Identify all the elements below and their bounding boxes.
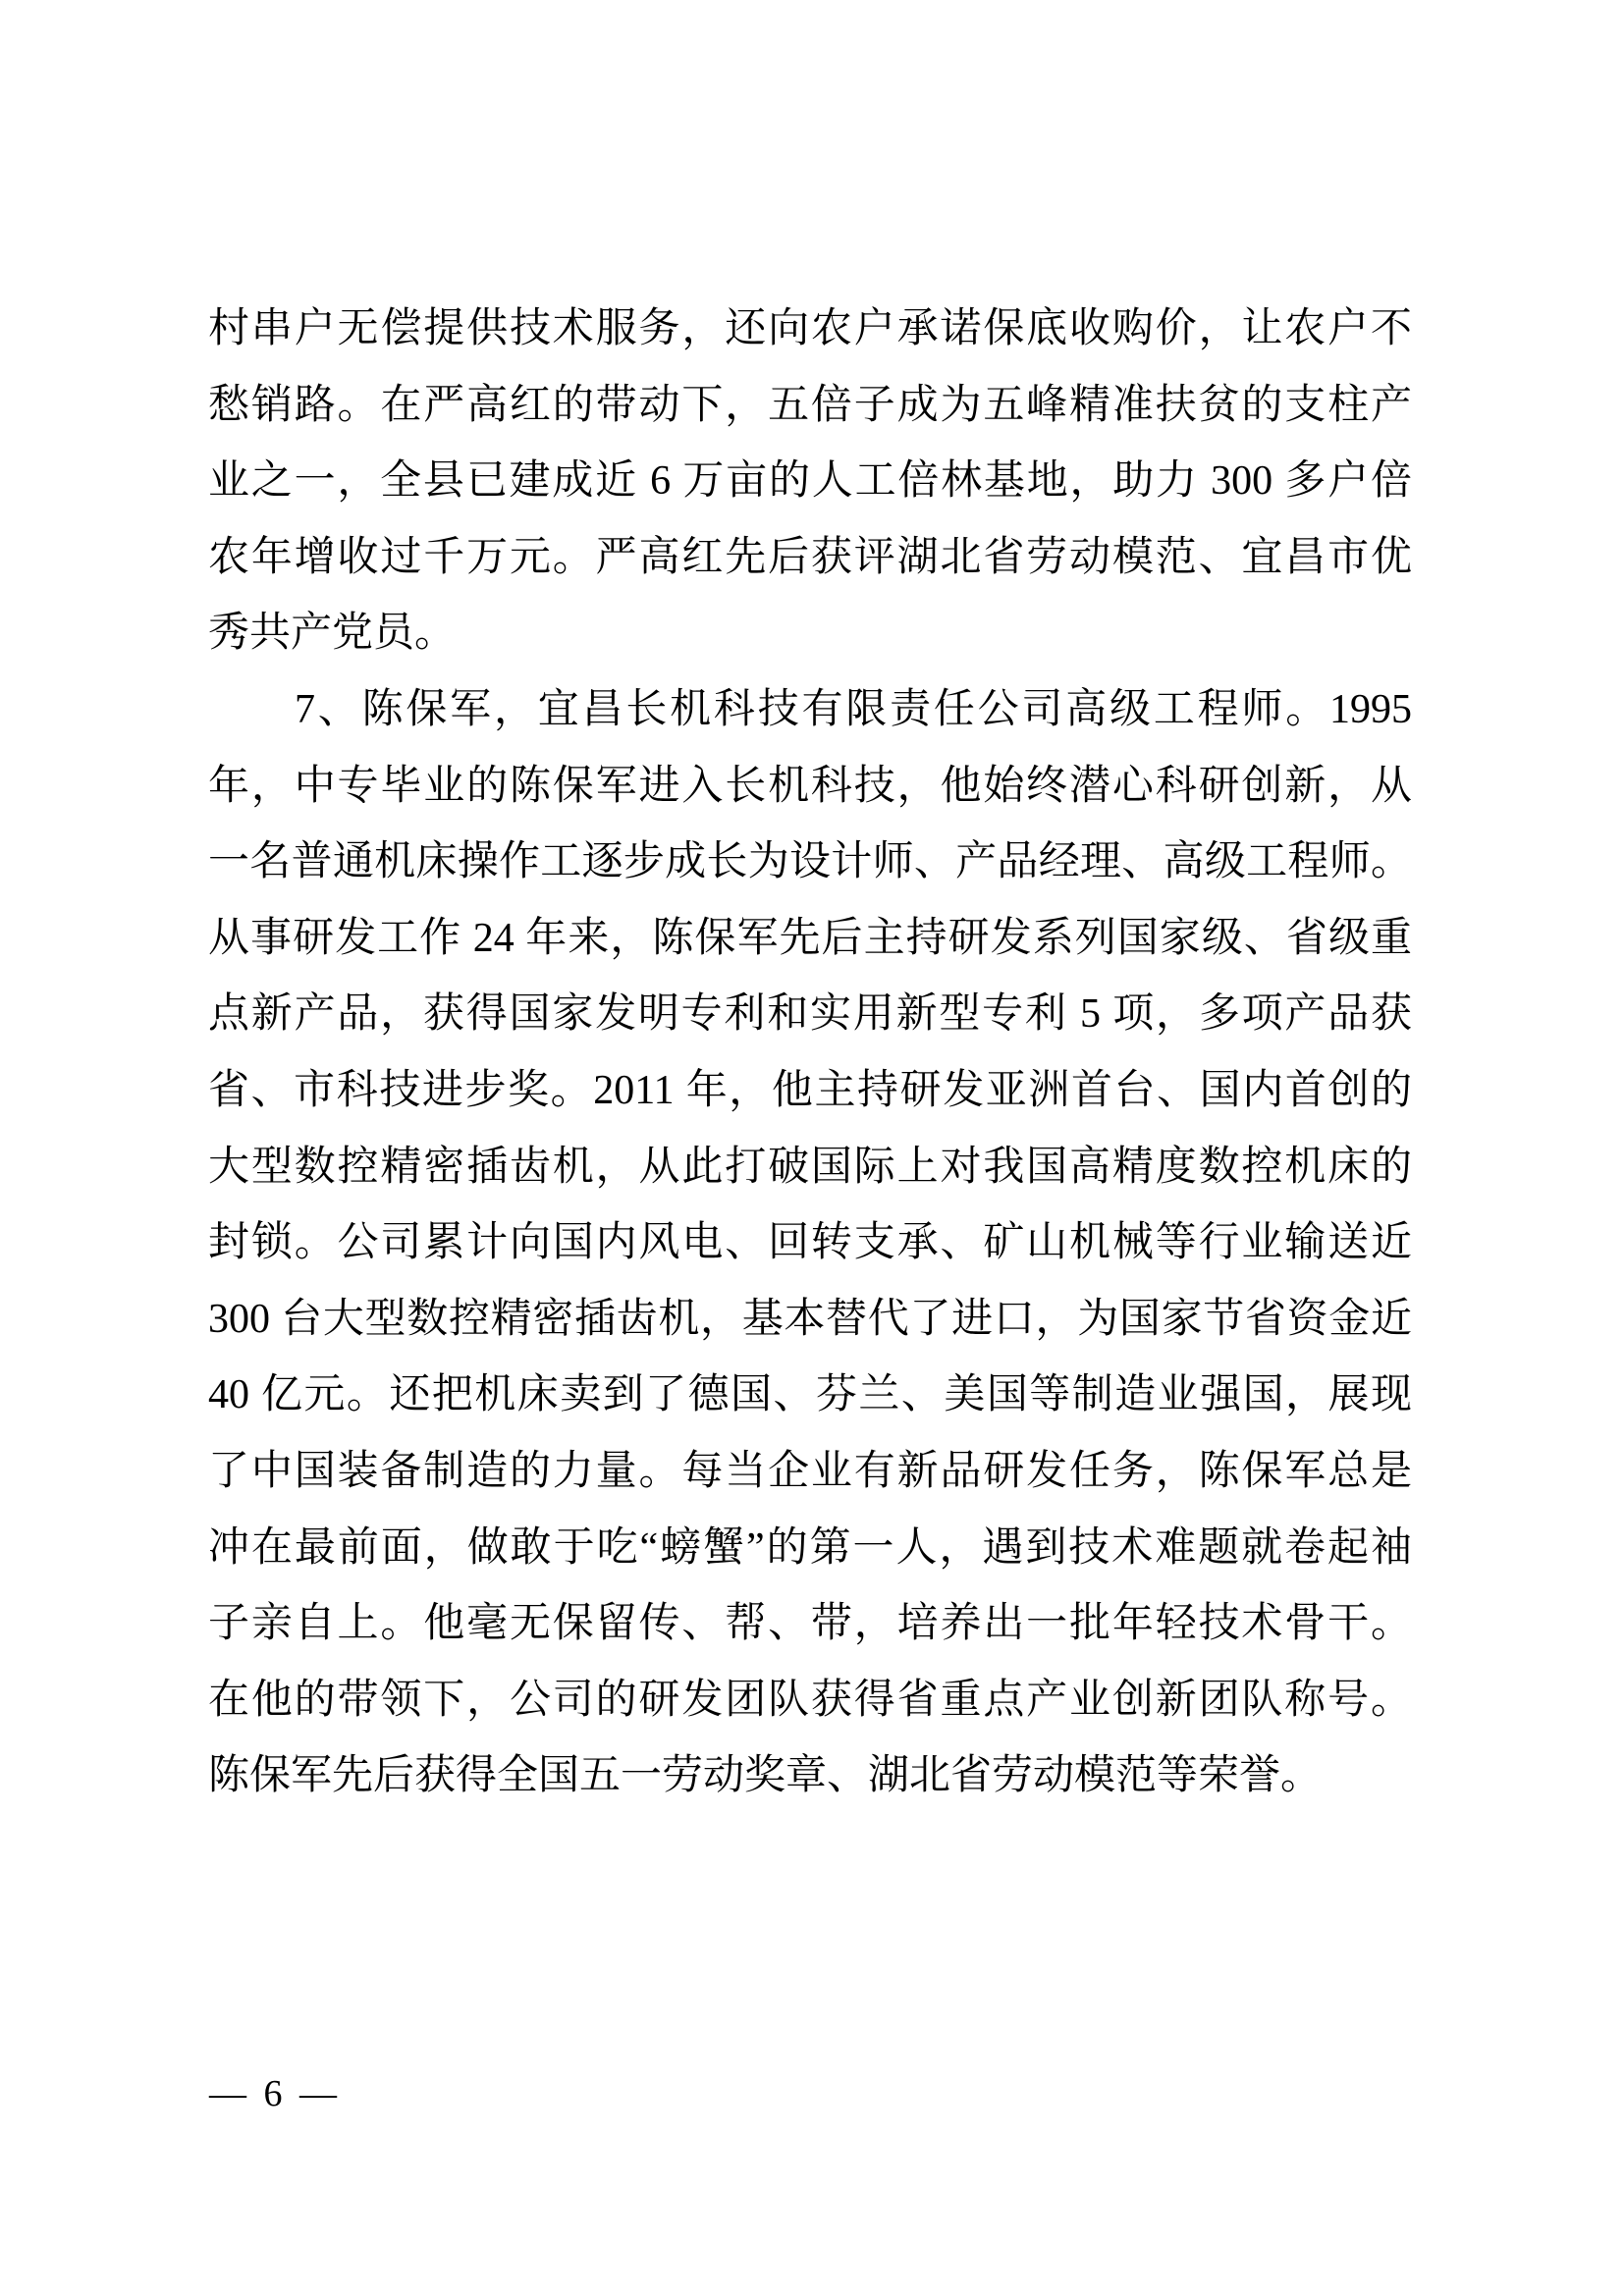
text-line: 省、市科技进步奖。2011 年，他主持研发亚洲首台、国内首创的 bbox=[208, 1067, 1412, 1113]
text-line: 农年增收过千万元。严高红先后获评湖北省劳动模范、宜昌市优 bbox=[208, 534, 1412, 580]
text-line: 陈保军先后获得全国五一劳动奖章、湖北省劳动模范等荣誉。 bbox=[208, 1753, 1323, 1799]
page-number: — 6 — bbox=[209, 2073, 337, 2114]
text-line: 冲在最前面，做敢于吃“螃蟹”的第一人，遇到技术难题就卷起袖 bbox=[208, 1524, 1412, 1571]
text-line: 一名普通机床操作工逐步成长为设计师、产品经理、高级工程师。 bbox=[208, 839, 1412, 885]
text-line: 300 台大型数控精密插齿机，基本替代了进口，为国家节省资金近 bbox=[208, 1296, 1412, 1342]
text-line: 子亲自上。他毫无保留传、帮、带，培养出一批年轻技术骨干。 bbox=[208, 1601, 1412, 1647]
text-line: 点新产品，获得国家发明专利和实用新型专利 5 项，多项产品获 bbox=[208, 991, 1412, 1038]
text-line: 在他的带领下，公司的研发团队获得省重点产业创新团队称号。 bbox=[208, 1677, 1412, 1723]
document-body bbox=[208, 292, 1412, 1815]
text-line: 大型数控精密插齿机，从此打破国际上对我国高精度数控机床的 bbox=[208, 1144, 1412, 1190]
text-line: 业之一，全县已建成近 6 万亩的人工倍林基地，助力 300 多户倍 bbox=[208, 458, 1412, 505]
text-line: 7、陈保军，宜昌长机科技有限责任公司高级工程师。1995 bbox=[295, 686, 1412, 732]
text-line: 封锁。公司累计向国内风电、回转支承、矿山机械等行业输送近 bbox=[208, 1220, 1412, 1266]
text-line: 秀共产党员。 bbox=[208, 611, 457, 657]
text-line: 40 亿元。还把机床卖到了德国、芬兰、美国等制造业强国，展现 bbox=[208, 1372, 1412, 1418]
text-line: 年，中专毕业的陈保军进入长机科技，他始终潜心科研创新，从 bbox=[208, 763, 1412, 809]
text-line: 了中国装备制造的力量。每当企业有新品研发任务，陈保军总是 bbox=[208, 1448, 1412, 1494]
text-line: 愁销路。在严高红的带动下，五倍子成为五峰精准扶贫的支柱产 bbox=[208, 382, 1412, 428]
text-line: 从事研发工作 24 年来，陈保军先后主持研发系列国家级、省级重 bbox=[208, 915, 1412, 961]
text-line: 村串户无偿提供技术服务，还向农户承诺保底收购价，让农户不 bbox=[208, 306, 1412, 351]
